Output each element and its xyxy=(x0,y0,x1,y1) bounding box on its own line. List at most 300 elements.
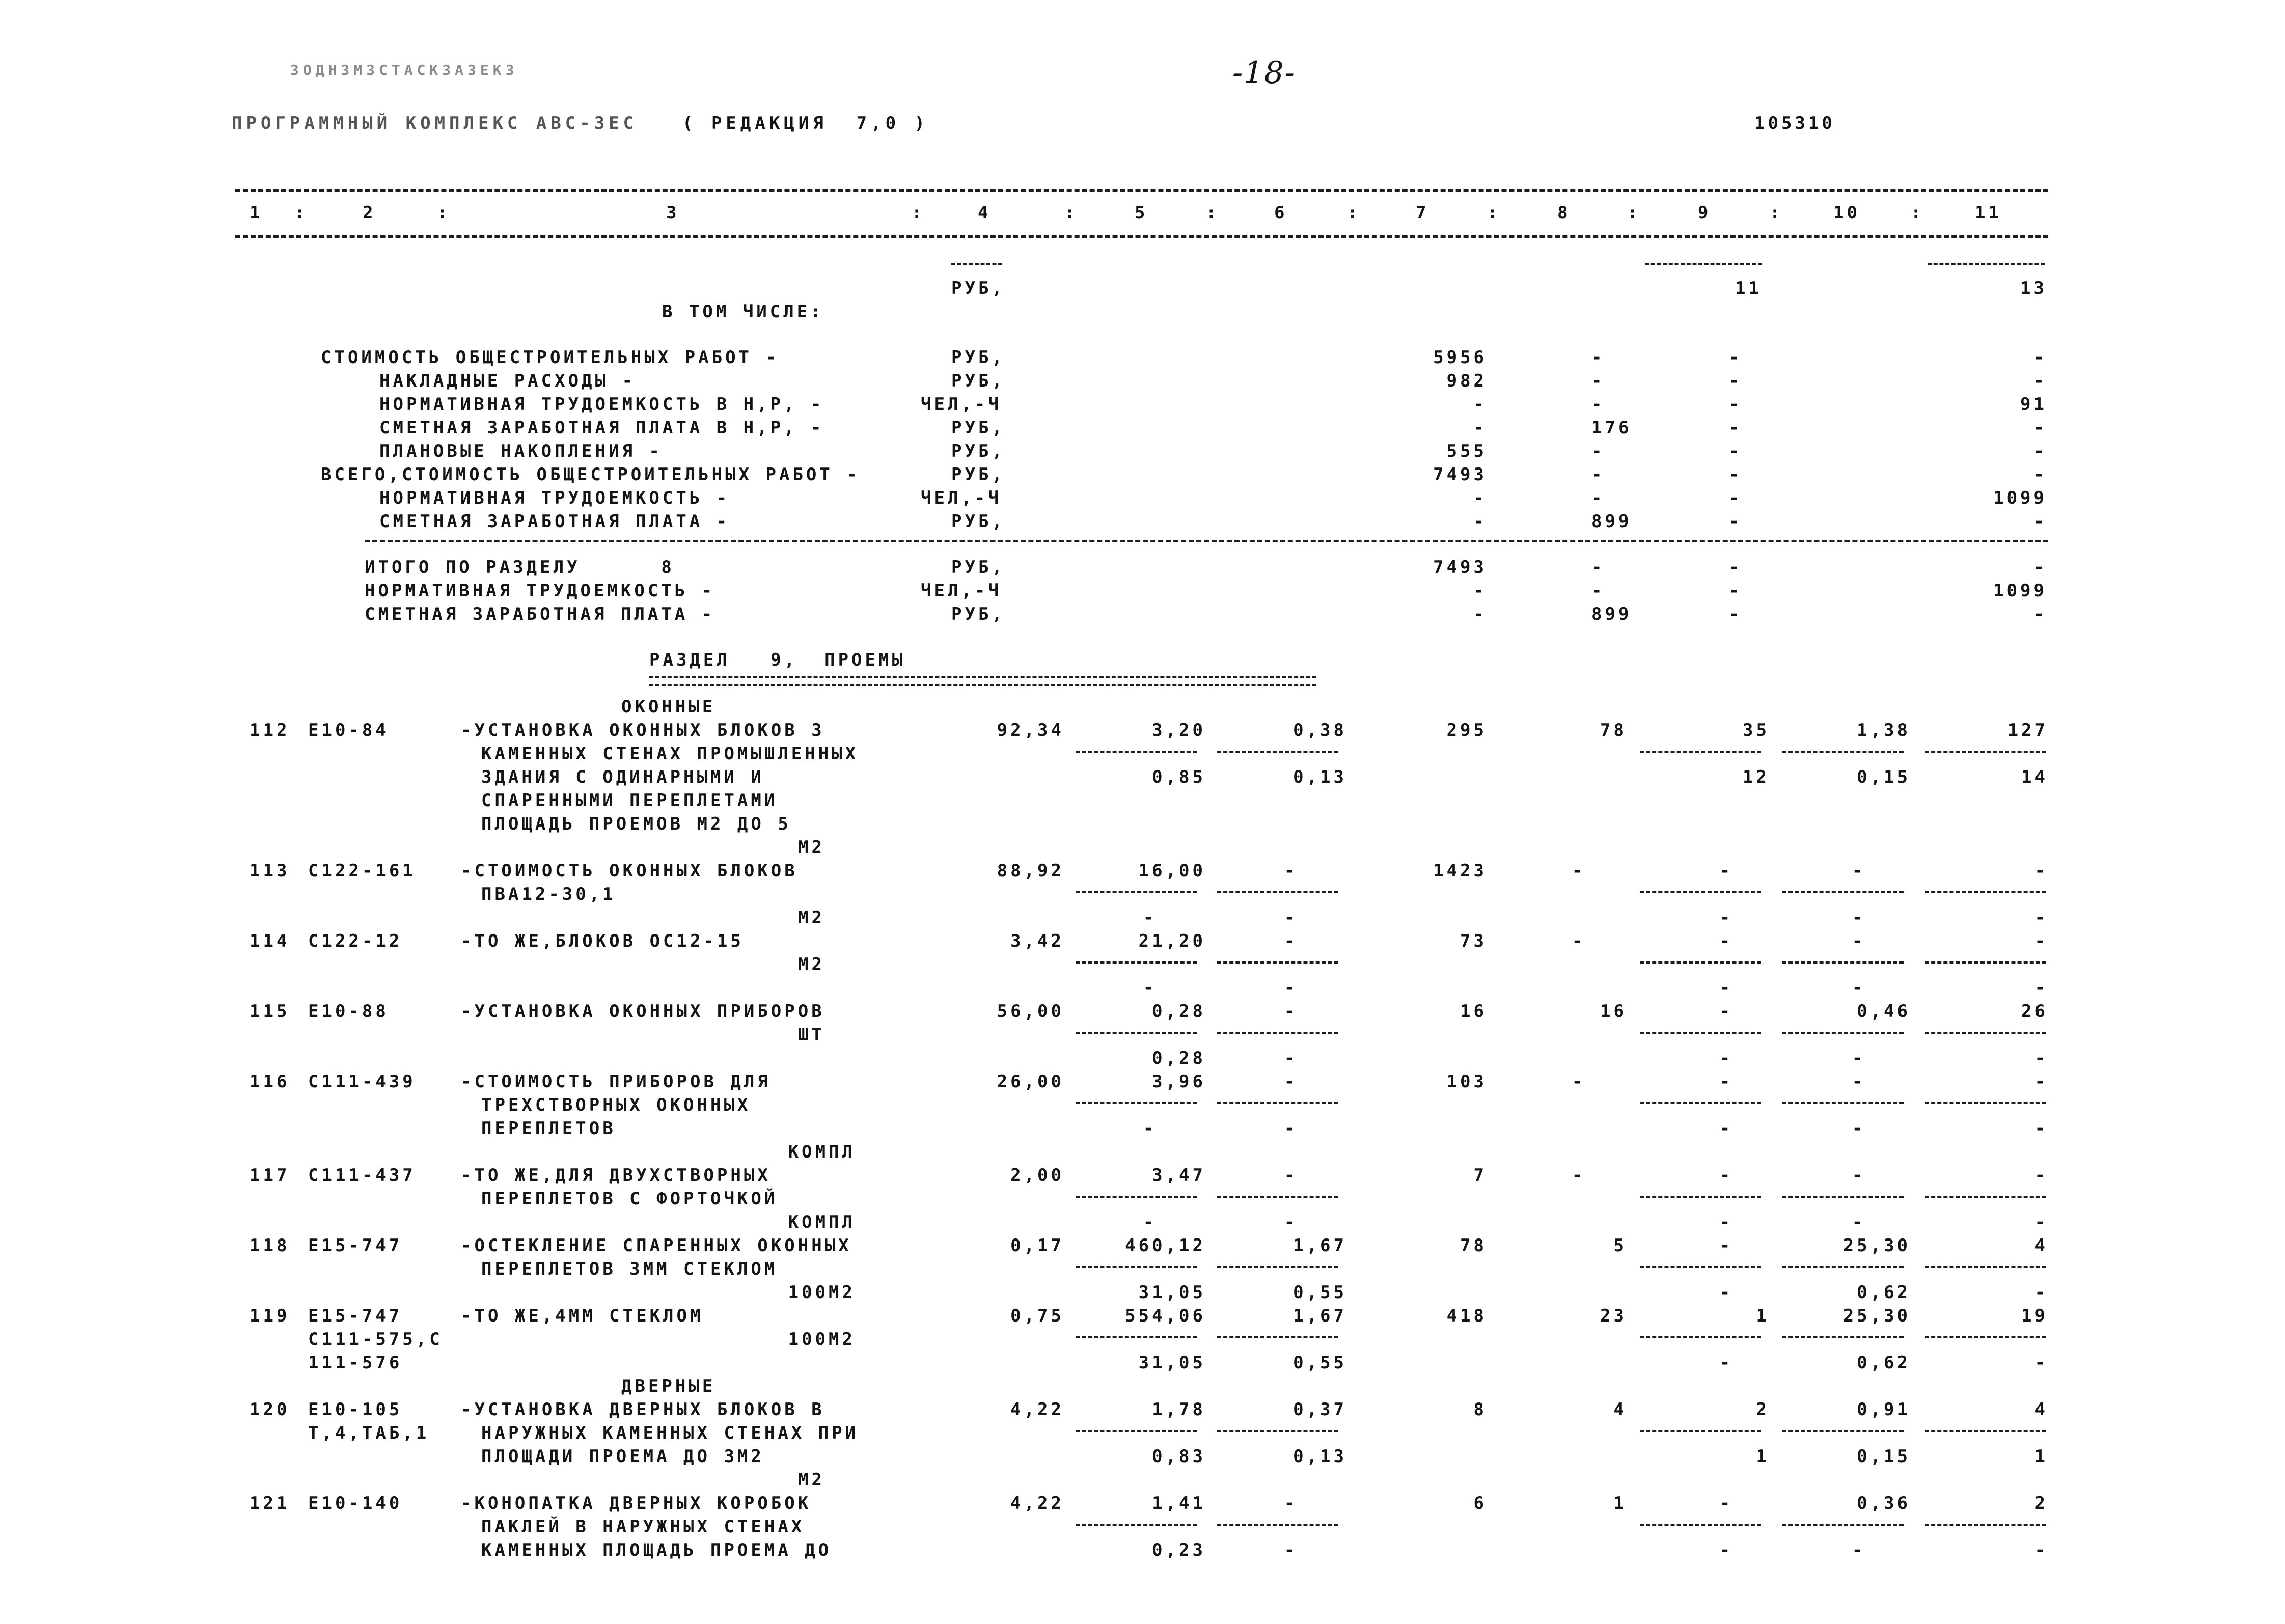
cell-sub-c9: - xyxy=(1719,1212,1733,1232)
row-number: 120 xyxy=(250,1399,290,1420)
subtotal-rule xyxy=(1925,1196,2046,1198)
cell-c4: 88,92 xyxy=(997,861,1064,881)
summary-c11: - xyxy=(2033,418,2047,438)
cell-c11: - xyxy=(2034,1165,2048,1186)
cell-c8: - xyxy=(1572,1071,1586,1092)
summary-c8: - xyxy=(1591,464,1605,485)
summary-unit: РУБ, xyxy=(951,511,1005,532)
section-double-underline xyxy=(649,676,1316,686)
subtotal-rule xyxy=(1640,751,1761,753)
summary-label: СТОИМОСТЬ ОБЩЕСТРОИТЕЛЬНЫХ РАБОТ - xyxy=(321,347,779,368)
cell-c10: - xyxy=(1852,1071,1866,1092)
cell-c5: 3,47 xyxy=(1152,1165,1206,1186)
col-num-9: 9 xyxy=(1698,203,1712,223)
cell-c11: 4 xyxy=(2034,1399,2048,1420)
cell-c8: - xyxy=(1572,861,1586,881)
total-c11: - xyxy=(2033,557,2047,577)
summary-label: ПЛАНОВЫЕ НАКОПЛЕНИЯ - xyxy=(379,441,663,461)
row-description: ЗДАНИЯ С ОДИНАРНЫМИ И xyxy=(481,767,764,787)
row-description: СПАРЕННЫМИ ПЕРЕПЛЕТАМИ xyxy=(481,790,778,811)
cell-sub-c9: - xyxy=(1719,978,1733,998)
subtotal-rule xyxy=(1925,1524,2046,1526)
cell-c6: - xyxy=(1284,931,1298,951)
subtotal-rule xyxy=(1925,751,2046,753)
cell-sub-c11: - xyxy=(2034,978,2048,998)
subtotal-rule xyxy=(1217,1524,1338,1526)
col-num-8: 8 xyxy=(1557,203,1571,223)
cell-sub-c10: 0,62 xyxy=(1857,1353,1911,1373)
subtotal-rule xyxy=(1782,1102,1904,1104)
cell-c8: 5 xyxy=(1613,1235,1627,1256)
cell-sub-c11: - xyxy=(2034,1540,2048,1560)
summary-c9: - xyxy=(1729,347,1743,368)
row-unit: М2 xyxy=(798,954,825,975)
row-number: 119 xyxy=(250,1306,290,1326)
summary-unit: РУБ, xyxy=(951,347,1005,368)
row-unit: М2 xyxy=(798,837,825,858)
cell-c8: 16 xyxy=(1600,1001,1627,1022)
summary-c8: 176 xyxy=(1591,418,1632,438)
total-label: СМЕТНАЯ ЗАРАБОТНАЯ ПЛАТА - xyxy=(365,604,715,624)
col-num-1: 1 xyxy=(250,203,263,223)
cell-c10: 25,30 xyxy=(1843,1235,1911,1256)
cell-c11: - xyxy=(2034,861,2048,881)
underline xyxy=(1645,263,1762,265)
row-description: ПАКЛЕЙ В НАРУЖНЫХ СТЕНАХ xyxy=(481,1517,805,1537)
cell-sub-c9: - xyxy=(1719,1282,1733,1303)
summary-c11: - xyxy=(2033,441,2047,461)
summary-c8: - xyxy=(1591,488,1605,508)
cell-sub-c11: - xyxy=(2034,1118,2048,1139)
cell-c4: 0,75 xyxy=(1010,1306,1064,1326)
row-code: Е15-747 xyxy=(308,1235,403,1256)
cell-c10: - xyxy=(1852,931,1866,951)
cell-sub-c5: - xyxy=(1143,907,1157,928)
subtotal-rule xyxy=(1782,751,1904,753)
cell-c10: 0,91 xyxy=(1857,1399,1911,1420)
row-unit: М2 xyxy=(798,1470,825,1490)
row-number: 113 xyxy=(250,861,290,881)
summary-label: НОРМАТИВНАЯ ТРУДОЕМКОСТЬ - xyxy=(379,488,730,508)
row-unit: ШТ xyxy=(798,1025,825,1045)
subtotal-rule xyxy=(1076,891,1197,893)
cell-c4: 4,22 xyxy=(1010,1493,1064,1513)
cell-sub-c6: 0,55 xyxy=(1293,1353,1347,1373)
cell-c7: 418 xyxy=(1446,1306,1487,1326)
cell-sub-c11: - xyxy=(2034,907,2048,928)
row-code-line: 111-576 xyxy=(308,1353,403,1373)
subtotal-rule xyxy=(1076,1336,1197,1338)
col-sep: : xyxy=(912,203,925,223)
top-faint-code: ЗОДНЗМЗСТАСКЗАЗЕКЗ xyxy=(290,62,518,78)
cell-sub-c6: - xyxy=(1284,1540,1298,1560)
cell-sub-c9: - xyxy=(1719,1353,1733,1373)
cell-sub-c10: - xyxy=(1852,1540,1866,1560)
subtotal-rule xyxy=(1782,891,1904,893)
row-description: -ТО ЖЕ,БЛОКОВ ОС12-15 xyxy=(461,931,744,951)
cell-sub-c10: - xyxy=(1852,907,1866,928)
total-c8: - xyxy=(1591,557,1605,577)
cell-c7: 8 xyxy=(1473,1399,1487,1420)
summary-c9: - xyxy=(1729,418,1743,438)
total-c7: - xyxy=(1473,604,1487,624)
cell-sub-c10: 0,62 xyxy=(1857,1282,1911,1303)
row-code: С111-437 xyxy=(308,1165,416,1186)
cell-sub-c5: 0,23 xyxy=(1152,1540,1206,1560)
summary-unit: РУБ, xyxy=(951,464,1005,485)
summary-c7: - xyxy=(1473,418,1487,438)
row-code-line: С111-575,С xyxy=(308,1329,443,1350)
row-number: 117 xyxy=(250,1165,290,1186)
cell-c6: - xyxy=(1284,1001,1298,1022)
col-sep: : xyxy=(294,203,308,223)
total-unit: РУБ, xyxy=(951,557,1005,577)
cell-c9: - xyxy=(1719,1165,1733,1186)
cell-c5: 3,96 xyxy=(1152,1071,1206,1092)
cell-c9: - xyxy=(1719,861,1733,881)
total-label: НОРМАТИВНАЯ ТРУДОЕМКОСТЬ - xyxy=(365,581,715,601)
cell-sub-c5: 0,28 xyxy=(1152,1048,1206,1068)
cell-c5: 1,78 xyxy=(1152,1399,1206,1420)
subtotal-rule xyxy=(1217,1430,1338,1432)
total-separator xyxy=(365,540,2048,542)
summary-c9: - xyxy=(1729,441,1743,461)
subtotal-rule xyxy=(1076,1032,1197,1034)
total-c8: - xyxy=(1591,581,1605,601)
cell-c4: 56,00 xyxy=(997,1001,1064,1022)
col-num-4: 4 xyxy=(978,203,992,223)
cell-c7: 78 xyxy=(1460,1235,1487,1256)
summary-label: СМЕТНАЯ ЗАРАБОТНАЯ ПЛАТА - xyxy=(379,511,730,532)
summary-unit: РУБ, xyxy=(951,441,1005,461)
subtotal-rule xyxy=(1640,961,1761,964)
row-description: -СТОИМОСТЬ ОКОННЫХ БЛОКОВ xyxy=(461,861,798,881)
row-description: КАМЕННЫХ ПЛОЩАДЬ ПРОЕМА ДО xyxy=(481,1540,832,1560)
col-num-10: 10 xyxy=(1833,203,1860,223)
subtotal-rule xyxy=(1925,1430,2046,1432)
cell-sub-c6: - xyxy=(1284,1118,1298,1139)
underline xyxy=(951,263,1002,265)
row-number: 115 xyxy=(250,1001,290,1022)
cell-c6: 0,37 xyxy=(1293,1399,1347,1420)
cell-c10: 0,36 xyxy=(1857,1493,1911,1513)
row-unit: КОМПЛ xyxy=(788,1142,856,1162)
row-description: ПЛОЩАДИ ПРОЕМА ДО 3М2 xyxy=(481,1446,764,1467)
subtotal-rule xyxy=(1217,1196,1338,1198)
col-num-11: 11 xyxy=(1975,203,2002,223)
row-description: -СТОИМОСТЬ ПРИБОРОВ ДЛЯ xyxy=(461,1071,771,1092)
summary-c11: 1099 xyxy=(1993,488,2047,508)
cell-c6: 1,67 xyxy=(1293,1235,1347,1256)
cell-c8: 78 xyxy=(1600,720,1627,740)
total-c7: - xyxy=(1473,581,1487,601)
cell-c11: 4 xyxy=(2034,1235,2048,1256)
cell-c11: 26 xyxy=(2021,1001,2048,1022)
col-num-6: 6 xyxy=(1274,203,1288,223)
cell-c5: 16,00 xyxy=(1138,861,1206,881)
row-description: ПЕРЕПЛЕТОВ 3ММ СТЕКЛОМ xyxy=(481,1259,778,1279)
row-number: 118 xyxy=(250,1235,290,1256)
subtotal-rule xyxy=(1076,751,1197,753)
row-description: -УСТАНОВКА ДВЕРНЫХ БЛОКОВ В xyxy=(461,1399,825,1420)
summary-unit: РУБ, xyxy=(951,371,1005,391)
cell-sub-c5: 0,83 xyxy=(1152,1446,1206,1467)
subtotal-rule xyxy=(1782,961,1904,964)
cell-c6: - xyxy=(1284,861,1298,881)
cell-c6: - xyxy=(1284,1493,1298,1513)
subtotal-rule xyxy=(1782,1196,1904,1198)
cell-c9: - xyxy=(1719,1071,1733,1092)
subtotal-rule xyxy=(1076,1196,1197,1198)
row-number: 121 xyxy=(250,1493,290,1513)
summary-col11: 13 xyxy=(2020,278,2047,298)
cell-sub-c6: - xyxy=(1284,1212,1298,1232)
summary-c8: - xyxy=(1591,441,1605,461)
summary-c8: - xyxy=(1591,347,1605,368)
subtotal-rule xyxy=(1925,1032,2046,1034)
edition-label: ( РЕДАКЦИЯ 7,0 ) xyxy=(682,113,929,133)
cell-c11: - xyxy=(2034,1071,2048,1092)
cell-c9: - xyxy=(1719,931,1733,951)
row-code: С122-12 xyxy=(308,931,403,951)
total-unit: РУБ, xyxy=(951,604,1005,624)
summary-c11: - xyxy=(2033,511,2047,532)
col-num-5: 5 xyxy=(1135,203,1148,223)
summary-label: ВСЕГО,СТОИМОСТЬ ОБЩЕСТРОИТЕЛЬНЫХ РАБОТ - xyxy=(321,464,860,485)
top-separator xyxy=(235,189,2048,192)
cell-sub-c10: 0,15 xyxy=(1857,767,1911,787)
summary-c9: - xyxy=(1729,511,1743,532)
col-sep: : xyxy=(1064,203,1078,223)
subtotal-rule xyxy=(1217,1102,1338,1104)
subtotal-rule xyxy=(1076,961,1197,964)
subtotal-rule xyxy=(1640,1266,1761,1268)
summary-label: НАКЛАДНЫЕ РАСХОДЫ - xyxy=(379,371,636,391)
cell-c7: 73 xyxy=(1460,931,1487,951)
cell-sub-c5: - xyxy=(1143,1118,1157,1139)
subtotal-rule xyxy=(1640,1196,1761,1198)
cell-c11: - xyxy=(2034,931,2048,951)
row-code-line: Т,4,ТАБ,1 xyxy=(308,1423,430,1443)
summary-label: СМЕТНАЯ ЗАРАБОТНАЯ ПЛАТА В Н,Р, - xyxy=(379,418,824,438)
cell-c8: - xyxy=(1572,931,1586,951)
cell-sub-c5: - xyxy=(1143,1212,1157,1232)
summary-label: НОРМАТИВНАЯ ТРУДОЕМКОСТЬ В Н,Р, - xyxy=(379,394,824,415)
cell-sub-c10: 0,15 xyxy=(1857,1446,1911,1467)
cell-sub-c6: - xyxy=(1284,1048,1298,1068)
cell-c5: 21,20 xyxy=(1138,931,1206,951)
total-c9: - xyxy=(1729,581,1743,601)
subtotal-rule xyxy=(1217,891,1338,893)
row-description: -КОНОПАТКА ДВЕРНЫХ КОРОБОК xyxy=(461,1493,812,1513)
cell-sub-c9: - xyxy=(1719,907,1733,928)
col-sep: : xyxy=(1347,203,1361,223)
summary-c7: 7493 xyxy=(1433,464,1487,485)
subtotal-rule xyxy=(1925,891,2046,893)
cell-c10: - xyxy=(1852,1165,1866,1186)
subtotal-rule xyxy=(1925,1102,2046,1104)
cell-c9: - xyxy=(1719,1493,1733,1513)
cell-c9: 1 xyxy=(1756,1306,1770,1326)
cell-c10: 0,46 xyxy=(1857,1001,1911,1022)
cell-c10: - xyxy=(1852,861,1866,881)
subtotal-rule xyxy=(1217,1336,1338,1338)
subtotal-rule xyxy=(1925,961,2046,964)
cell-c5: 460,12 xyxy=(1125,1235,1206,1256)
subtotal-rule xyxy=(1076,1102,1197,1104)
cell-sub-c11: - xyxy=(2034,1282,2048,1303)
summary-c11: - xyxy=(2033,347,2047,368)
total-c9: - xyxy=(1729,604,1743,624)
cell-c6: - xyxy=(1284,1071,1298,1092)
subtotal-rule xyxy=(1782,1032,1904,1034)
underline xyxy=(1928,263,2045,265)
row-number: 116 xyxy=(250,1071,290,1092)
summary-c7: - xyxy=(1473,511,1487,532)
subtotal-rule xyxy=(1925,1336,2046,1338)
cell-sub-c11: 14 xyxy=(2021,767,2048,787)
row-number: 112 xyxy=(250,720,290,740)
summary-unit: ЧЕЛ,-Ч xyxy=(921,488,1002,508)
summary-c8: 899 xyxy=(1591,511,1632,532)
row-code: Е10-88 xyxy=(308,1001,389,1022)
row-unit: 100М2 xyxy=(788,1329,856,1350)
col-sep: : xyxy=(1206,203,1220,223)
subsection-doors: ДВЕРНЫЕ xyxy=(621,1376,716,1396)
summary-c7: 555 xyxy=(1446,441,1487,461)
summary-unit: РУБ, xyxy=(951,418,1005,438)
total-c7: 7493 xyxy=(1433,557,1487,577)
row-unit: КОМПЛ xyxy=(788,1212,856,1232)
cell-sub-c9: - xyxy=(1719,1048,1733,1068)
subtotal-rule xyxy=(1782,1266,1904,1268)
cell-c5: 554,06 xyxy=(1125,1306,1206,1326)
subtotal-rule xyxy=(1640,1032,1761,1034)
col-num-3: 3 xyxy=(666,203,680,223)
cell-c9: - xyxy=(1719,1235,1733,1256)
row-unit: 100М2 xyxy=(788,1282,856,1303)
cell-sub-c6: - xyxy=(1284,907,1298,928)
cell-c8: 23 xyxy=(1600,1306,1627,1326)
subtotal-rule xyxy=(1217,1032,1338,1034)
summary-c11: - xyxy=(2033,371,2047,391)
cell-c9: 35 xyxy=(1743,720,1770,740)
row-description: ПВА12-30,1 xyxy=(481,884,616,904)
col-sep: : xyxy=(1911,203,1924,223)
cell-c10: 1,38 xyxy=(1857,720,1911,740)
summary-unit: ЧЕЛ,-Ч xyxy=(921,394,1002,415)
cell-c5: 3,20 xyxy=(1152,720,1206,740)
header-separator xyxy=(235,235,2048,238)
cell-sub-c10: - xyxy=(1852,1048,1866,1068)
col-sep: : xyxy=(1487,203,1501,223)
cell-c11: 19 xyxy=(2021,1306,2048,1326)
cell-sub-c10: - xyxy=(1852,1118,1866,1139)
subtotal-rule xyxy=(1640,1102,1761,1104)
row-code: С122-161 xyxy=(308,861,416,881)
cell-c9: 2 xyxy=(1756,1399,1770,1420)
col-num-7: 7 xyxy=(1416,203,1429,223)
cell-c8: 1 xyxy=(1613,1493,1627,1513)
col-num-2: 2 xyxy=(363,203,376,223)
cell-sub-c5: - xyxy=(1143,978,1157,998)
cell-c4: 92,34 xyxy=(997,720,1064,740)
in-number-label: В ТОМ ЧИСЛЕ: xyxy=(662,301,824,322)
cell-sub-c6: 0,13 xyxy=(1293,767,1347,787)
subtotal-rule xyxy=(1640,1430,1761,1432)
cell-c4: 26,00 xyxy=(997,1071,1064,1092)
document-code: 105310 xyxy=(1754,113,1835,133)
row-code: Е10-105 xyxy=(308,1399,403,1420)
row-description: ПЕРЕПЛЕТОВ xyxy=(481,1118,616,1139)
cell-sub-c11: - xyxy=(2034,1048,2048,1068)
summary-c7: - xyxy=(1473,394,1487,415)
summary-c9: - xyxy=(1729,464,1743,485)
summary-col9: 11 xyxy=(1735,278,1762,298)
cell-c8: - xyxy=(1572,1165,1586,1186)
cell-sub-c11: 1 xyxy=(2034,1446,2048,1467)
col-sep: : xyxy=(1627,203,1641,223)
subtotal-rule xyxy=(1640,1336,1761,1338)
cell-c11: 127 xyxy=(2007,720,2048,740)
row-description: -УСТАНОВКА ОКОННЫХ БЛОКОВ З xyxy=(461,720,825,740)
subtotal-rule xyxy=(1782,1524,1904,1526)
col-sep: : xyxy=(1770,203,1783,223)
cell-sub-c6: 0,55 xyxy=(1293,1282,1347,1303)
cell-c7: 103 xyxy=(1446,1071,1487,1092)
cell-c7: 295 xyxy=(1446,720,1487,740)
cell-c5: 1,41 xyxy=(1152,1493,1206,1513)
subtotal-rule xyxy=(1076,1430,1197,1432)
cell-sub-c5: 31,05 xyxy=(1138,1353,1206,1373)
row-code: Е10-84 xyxy=(308,720,389,740)
cell-c4: 0,17 xyxy=(1010,1235,1064,1256)
cell-c6: - xyxy=(1284,1165,1298,1186)
summary-c9: - xyxy=(1729,394,1743,415)
cell-sub-c9: - xyxy=(1719,1118,1733,1139)
subtotal-rule xyxy=(1217,961,1338,964)
cell-c7: 1423 xyxy=(1433,861,1487,881)
summary-c8: - xyxy=(1591,394,1605,415)
cell-sub-c9: 1 xyxy=(1756,1446,1770,1467)
cell-sub-c9: 12 xyxy=(1743,767,1770,787)
cell-c4: 2,00 xyxy=(1010,1165,1064,1186)
cell-c4: 3,42 xyxy=(1010,931,1064,951)
cell-c10: 25,30 xyxy=(1843,1306,1911,1326)
summary-unit: РУБ, xyxy=(951,278,1005,298)
subtotal-rule xyxy=(1640,891,1761,893)
cell-sub-c5: 31,05 xyxy=(1138,1282,1206,1303)
page-number: -18- xyxy=(1232,55,1296,91)
summary-c11: 91 xyxy=(2020,394,2047,415)
cell-sub-c5: 0,85 xyxy=(1152,767,1206,787)
cell-sub-c10: - xyxy=(1852,978,1866,998)
cell-sub-c6: 0,13 xyxy=(1293,1446,1347,1467)
total-unit: ЧЕЛ,-Ч xyxy=(921,581,1002,601)
row-description: НАРУЖНЫХ КАМЕННЫХ СТЕНАХ ПРИ xyxy=(481,1423,859,1443)
cell-c4: 4,22 xyxy=(1010,1399,1064,1420)
row-code: С111-439 xyxy=(308,1071,416,1092)
subtotal-rule xyxy=(1640,1524,1761,1526)
row-description: ПЕРЕПЛЕТОВ С ФОРТОЧКОЙ xyxy=(481,1189,778,1209)
cell-sub-c9: - xyxy=(1719,1540,1733,1560)
cell-sub-c11: - xyxy=(2034,1353,2048,1373)
row-description: ПЛОЩАДЬ ПРОЕМОВ М2 ДО 5 xyxy=(481,814,791,834)
cell-c9: - xyxy=(1719,1001,1733,1022)
cell-c7: 16 xyxy=(1460,1001,1487,1022)
subtotal-rule xyxy=(1076,1266,1197,1268)
summary-c9: - xyxy=(1729,371,1743,391)
